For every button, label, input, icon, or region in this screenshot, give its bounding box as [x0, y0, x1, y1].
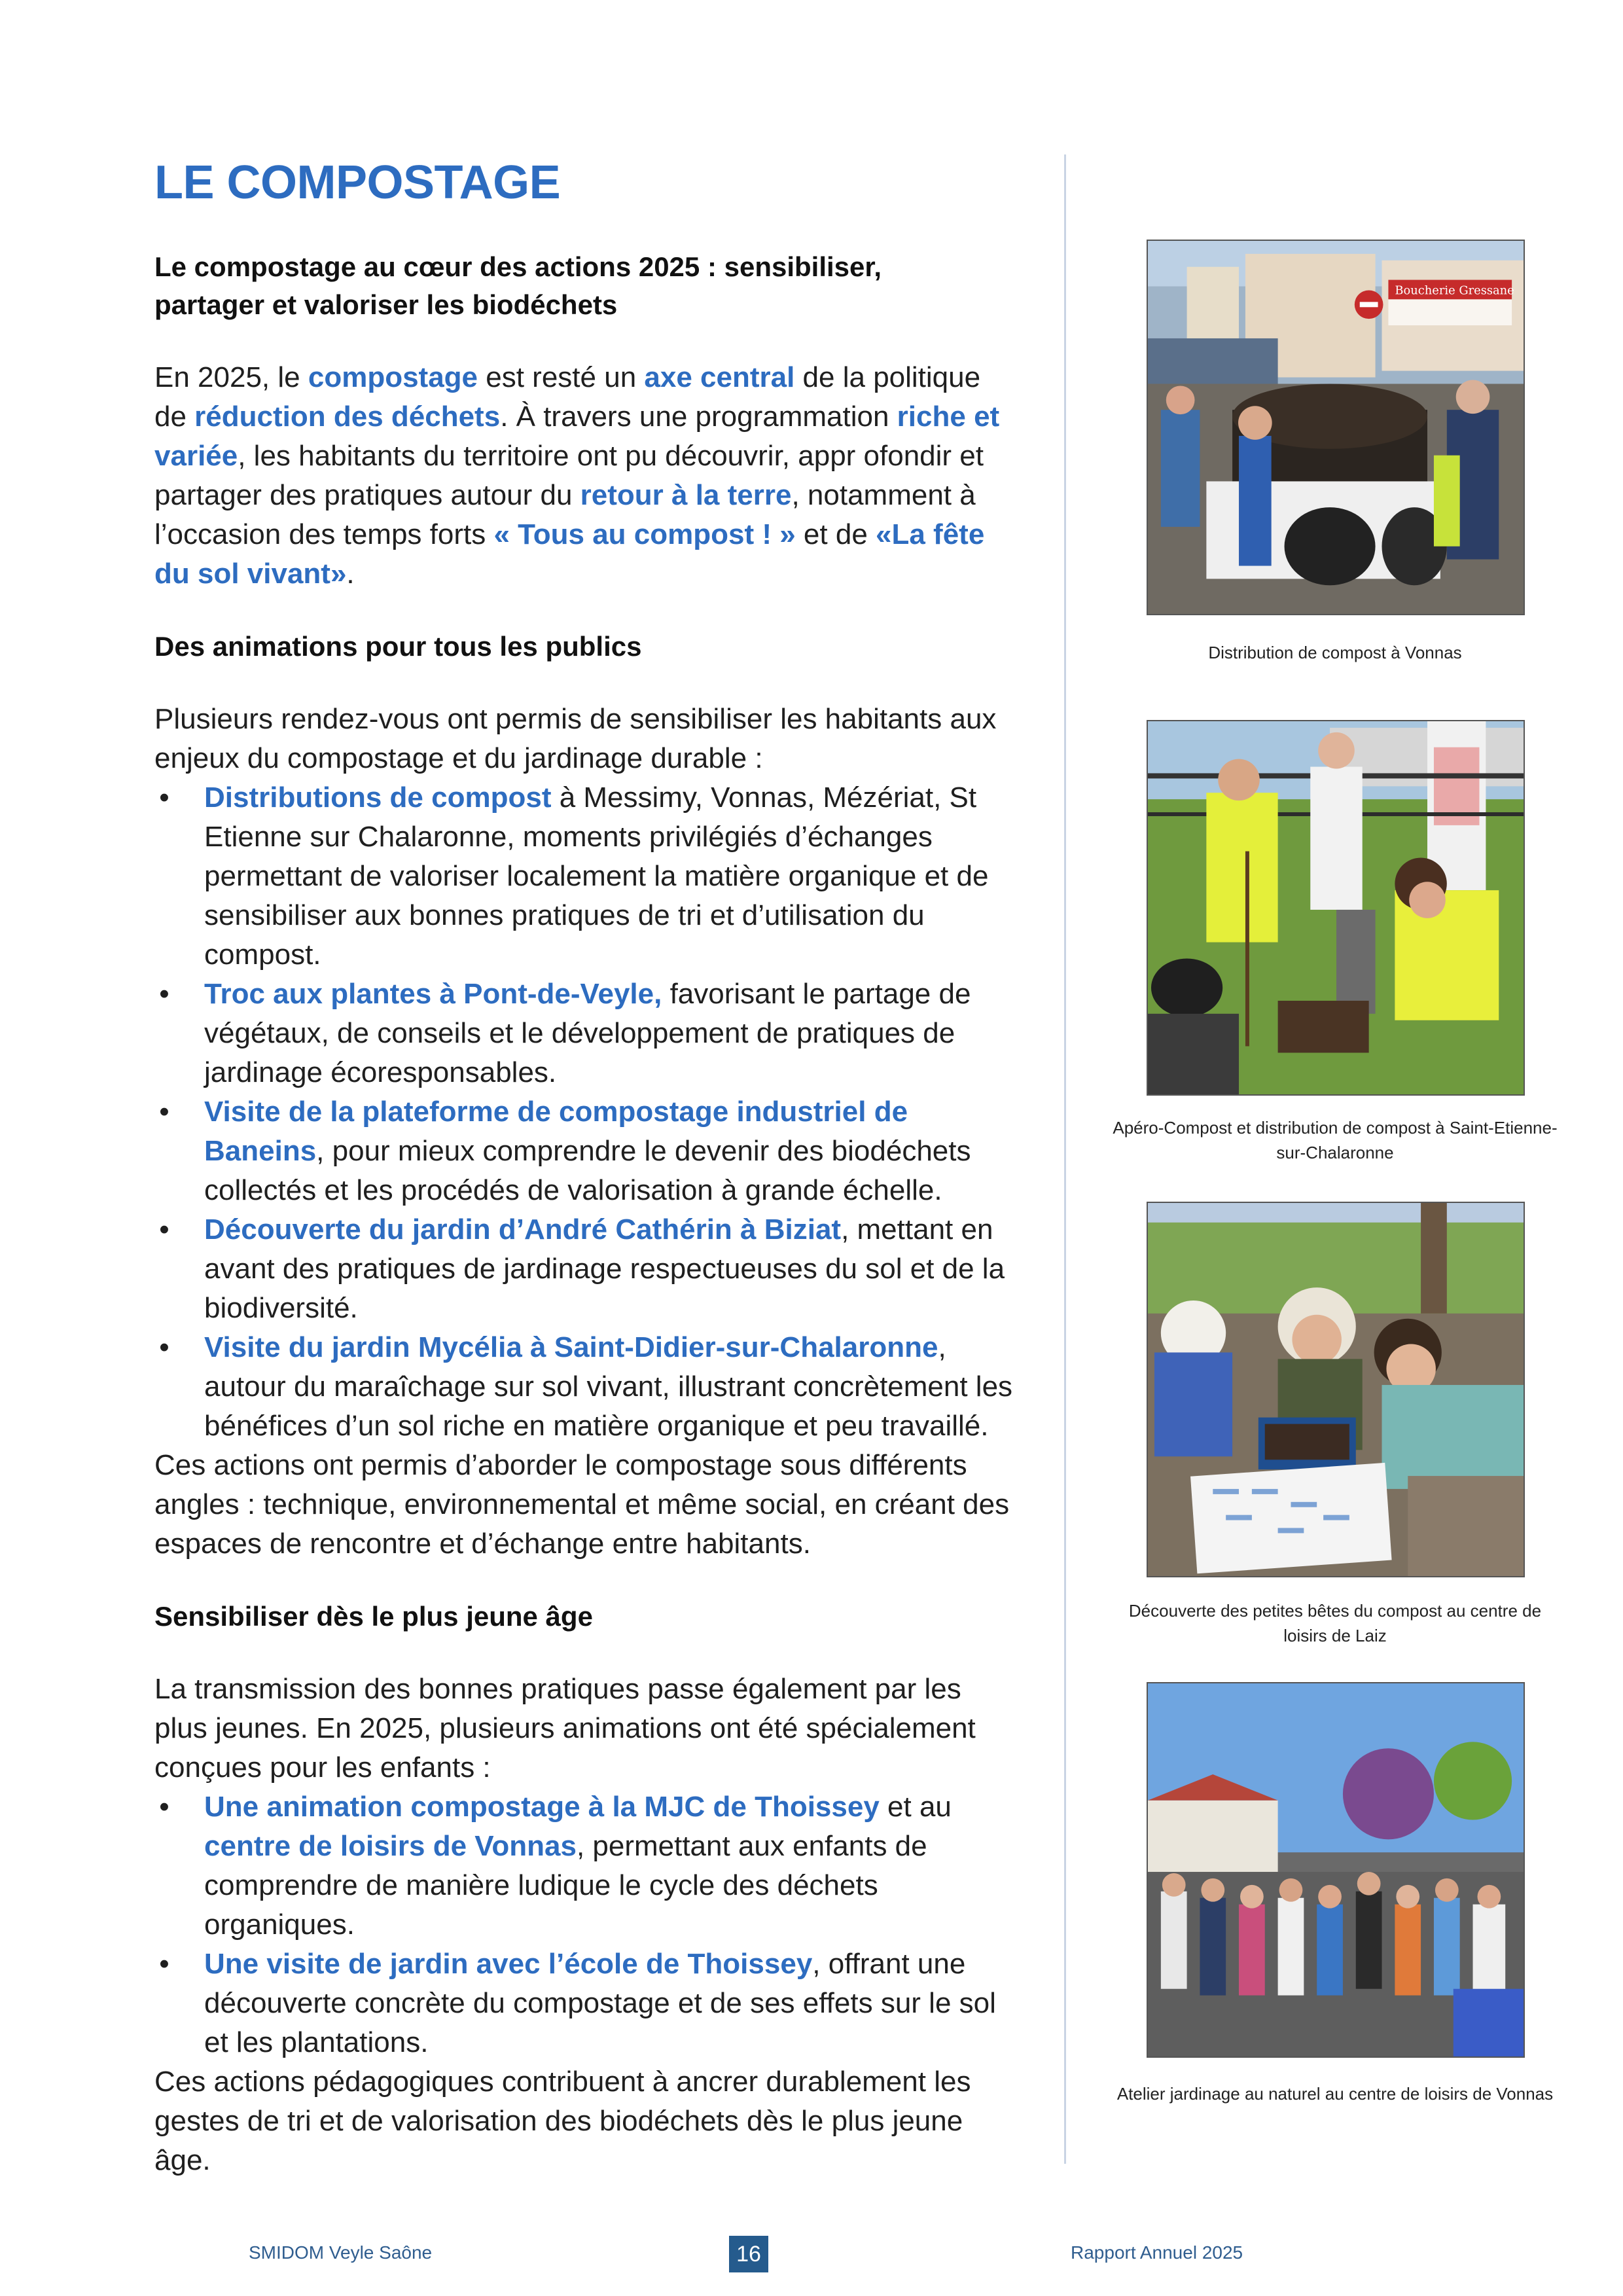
section2-intro: La transmission des bonnes pratiques passe également par les plus jeunes. En 2025, plusieurs animations ont été spécialement conçues pour les enfants : — [154, 1673, 976, 1784]
intro-paragraph: En 2025, le compostage est resté un axe central de la politique de réduction des déchets. À travers une programmation riche et variée, les habitants du territoire ont pu découvrir, appr ofondir et partager des pratiques autour du retour à la terre, notamment à l’occasion des temps forts « Tous au compost ! » et de «La fête du sol vivant». — [154, 361, 1000, 590]
footer-org: SMIDOM Veyle Saône — [249, 2242, 433, 2263]
section1-intro: Plusieurs rendez-vous ont permis de sensibiliser les habitants aux enjeux du compostage et du jardinage durable : — [154, 703, 997, 775]
main-column — [154, 157, 1018, 2180]
svg-text:Boucherie Gressane: Boucherie Gressane — [1395, 283, 1514, 298]
section-heading-animations: Des animations pour tous les publics — [154, 631, 642, 662]
photo-atelier-jardinage — [1147, 1682, 1525, 2058]
photo-compost-distribution — [1147, 240, 1525, 615]
caption-2: Apéro-Compost et distribution de compost à Saint-Etienne-sur-Chalaronne — [1113, 1118, 1558, 1162]
list-item: • Découverte du jardin d’André Cathérin à Biziat, mettant en avant des pratiques de jardinage respectueuses du sol et de la biodiversité. — [159, 1213, 1005, 1325]
animations-list — [154, 778, 1018, 1446]
list-item: • Visite du jardin Mycélia à Saint-Didier-sur-Chalaronne, autour du maraîchage sur sol vivant, illustrant concrètement les bénéfices d’un sol riche en matière organique et peu travaillé. — [159, 1331, 1013, 1443]
page-title: LE COMPOSTAGE — [154, 156, 561, 209]
list-item: • Visite de la plateforme de compostage industriel de Baneins, pour mieux comprendre le devenir des biodéchets collectés et les procédés de valorisation à grande échelle. — [159, 1096, 971, 1207]
subtitle: Le compostage au cœur des actions 2025 : sensibiliser, partager et valoriser les biodéchets — [154, 251, 882, 321]
caption-4: Atelier jardinage au naturel au centre de loisirs de Vonnas — [1116, 2084, 1554, 2104]
section-heading-young: Sensibiliser dès le plus jeune âge — [154, 1601, 593, 1632]
photo-petites-betes — [1147, 1202, 1525, 1577]
list-item: • Une visite de jardin avec l’école de Thoissey, offrant une découverte concrète du compostage et de ses effets sur le sol et les plantations. — [159, 1948, 996, 2059]
caption-1: Distribution de compost à Vonnas — [1208, 643, 1462, 662]
section1-conclusion: Ces actions ont permis d’aborder le compostage sous différents angles : technique, environnemental et même social, en créant des espaces de rencontre et d’échange entre habitants. — [154, 1449, 1010, 1560]
photo-apero-compost — [1147, 720, 1525, 1096]
list-item: • Troc aux plantes à Pont-de-Veyle, favorisant le partage de végétaux, de conseils et le développement de pratiques de jardinage écoresponsables. — [159, 978, 971, 1089]
list-item: • Une animation compostage à la MJC de Thoissey et au centre de loisirs de Vonnas, permettant aux enfants de comprendre de manière ludique le cycle des déchets organiques. — [159, 1791, 952, 1941]
column-divider — [1064, 154, 1066, 2164]
caption-3: Découverte des petites bêtes du compost au centre de loisirs de Laiz — [1128, 1601, 1542, 1645]
section2-conclusion: Ces actions pédagogiques contribuent à ancrer durablement les gestes de tri et de valorisation des biodéchets dès le plus jeune âge. — [154, 2066, 971, 2177]
list-item: • Distributions de compost à Messimy, Vonnas, Mézériat, St Etienne sur Chalaronne, moments privilégiés d’échanges permettant de valoriser localement la matière organique et de sensibiliser aux bonnes pratiques de tri et d’utilisation du compost. — [159, 781, 989, 971]
young-list — [154, 1787, 1018, 2062]
footer-report: Rapport Annuel 2025 — [1071, 2242, 1243, 2263]
page-number: 16 — [729, 2236, 768, 2272]
